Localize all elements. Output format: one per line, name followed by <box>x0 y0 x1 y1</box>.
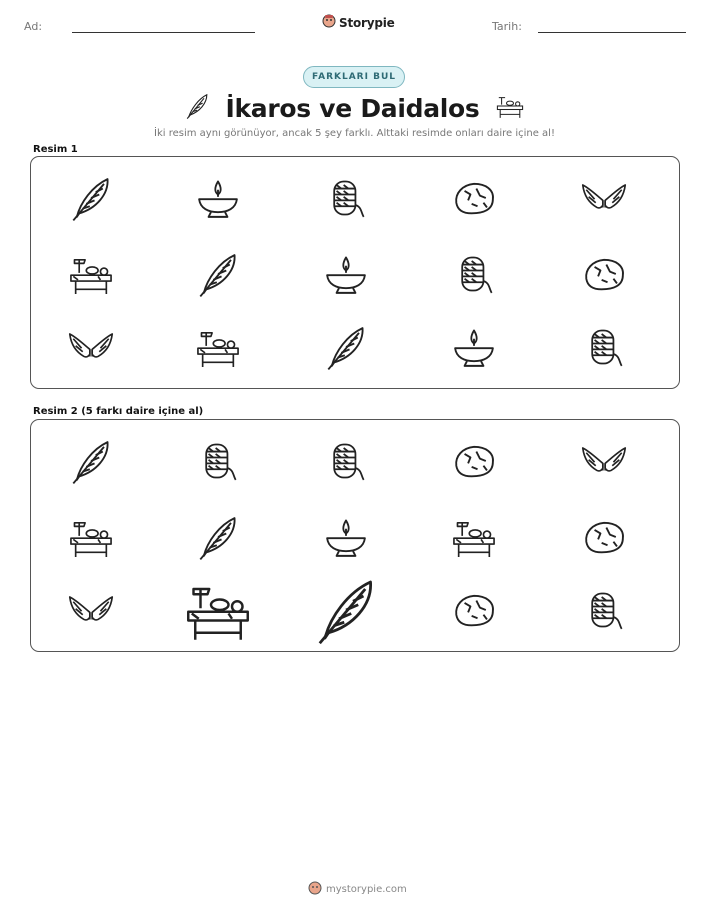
picture-2-lamp-icon[interactable] <box>327 520 365 555</box>
brand-logo <box>322 13 395 32</box>
title-row <box>0 90 709 126</box>
picture-2-workbench-icon[interactable] <box>188 589 248 640</box>
picture-2-feather-icon[interactable] <box>320 582 371 643</box>
picture-2-panel[interactable] <box>30 419 680 652</box>
picture-1-workbench-icon[interactable] <box>71 260 111 294</box>
picture-2-label: Resim 2 (5 farkı daire içine al) <box>33 406 204 417</box>
picture-1-rope-icon[interactable] <box>462 257 492 292</box>
date-label: Tarih: <box>492 20 522 33</box>
picture-1-workbench-icon[interactable] <box>198 333 238 367</box>
picture-1-label: Resim 1 <box>33 144 78 155</box>
picture-1-wings-icon[interactable] <box>583 185 625 208</box>
page-title: İkaros ve Daidalos <box>225 93 480 123</box>
footer <box>308 880 407 899</box>
picture-2-rope-icon[interactable] <box>334 444 364 479</box>
picture-2-feather-icon[interactable] <box>200 518 234 559</box>
picture-2-workbench-icon[interactable] <box>71 523 111 557</box>
picture-1-rope-icon[interactable] <box>592 330 622 365</box>
storypie-mascot-icon <box>322 13 336 32</box>
footer-url: mystorypie.com <box>326 884 407 895</box>
picture-2-rock-icon[interactable] <box>456 447 493 477</box>
picture-2-rock-icon[interactable] <box>586 523 623 552</box>
picture-1-rope-icon[interactable] <box>334 181 364 216</box>
picture-2-wings-icon[interactable] <box>583 448 625 471</box>
brand-name: Storypie <box>339 15 395 30</box>
picture-1-lamp-icon[interactable] <box>327 257 365 292</box>
activity-badge: FARKLARI BUL <box>303 66 405 88</box>
picture-2-wings-icon[interactable] <box>70 597 112 620</box>
name-label: Ad: <box>24 20 43 33</box>
picture-1-feather-icon[interactable] <box>200 255 234 296</box>
picture-2-rope-icon[interactable] <box>206 444 236 479</box>
picture-2-feather-icon[interactable] <box>73 442 107 483</box>
picture-1-panel[interactable] <box>30 156 680 389</box>
picture-2-workbench-icon[interactable] <box>454 523 494 557</box>
picture-1-rock-icon[interactable] <box>456 184 493 214</box>
picture-2-rope-icon[interactable] <box>592 593 622 628</box>
picture-2-grid[interactable] <box>31 420 681 653</box>
workbench-icon <box>494 92 526 124</box>
name-line[interactable] <box>72 32 255 33</box>
picture-1-feather-icon[interactable] <box>328 328 362 369</box>
picture-1-feather-icon[interactable] <box>73 179 107 220</box>
picture-1-wings-icon[interactable] <box>70 334 112 357</box>
picture-1-rock-icon[interactable] <box>586 260 623 290</box>
feather-icon <box>183 91 211 125</box>
picture-1-lamp-icon[interactable] <box>199 181 237 216</box>
date-line[interactable] <box>538 32 686 33</box>
storypie-mascot-icon <box>308 880 322 899</box>
picture-2-rock-icon[interactable] <box>456 596 493 626</box>
instructions: İki resim aynı görünüyor, ancak 5 şey farklı. Alttaki resimde onları daire içine al! <box>154 128 555 139</box>
picture-1-grid[interactable] <box>31 157 681 390</box>
picture-1-lamp-icon[interactable] <box>455 330 493 365</box>
